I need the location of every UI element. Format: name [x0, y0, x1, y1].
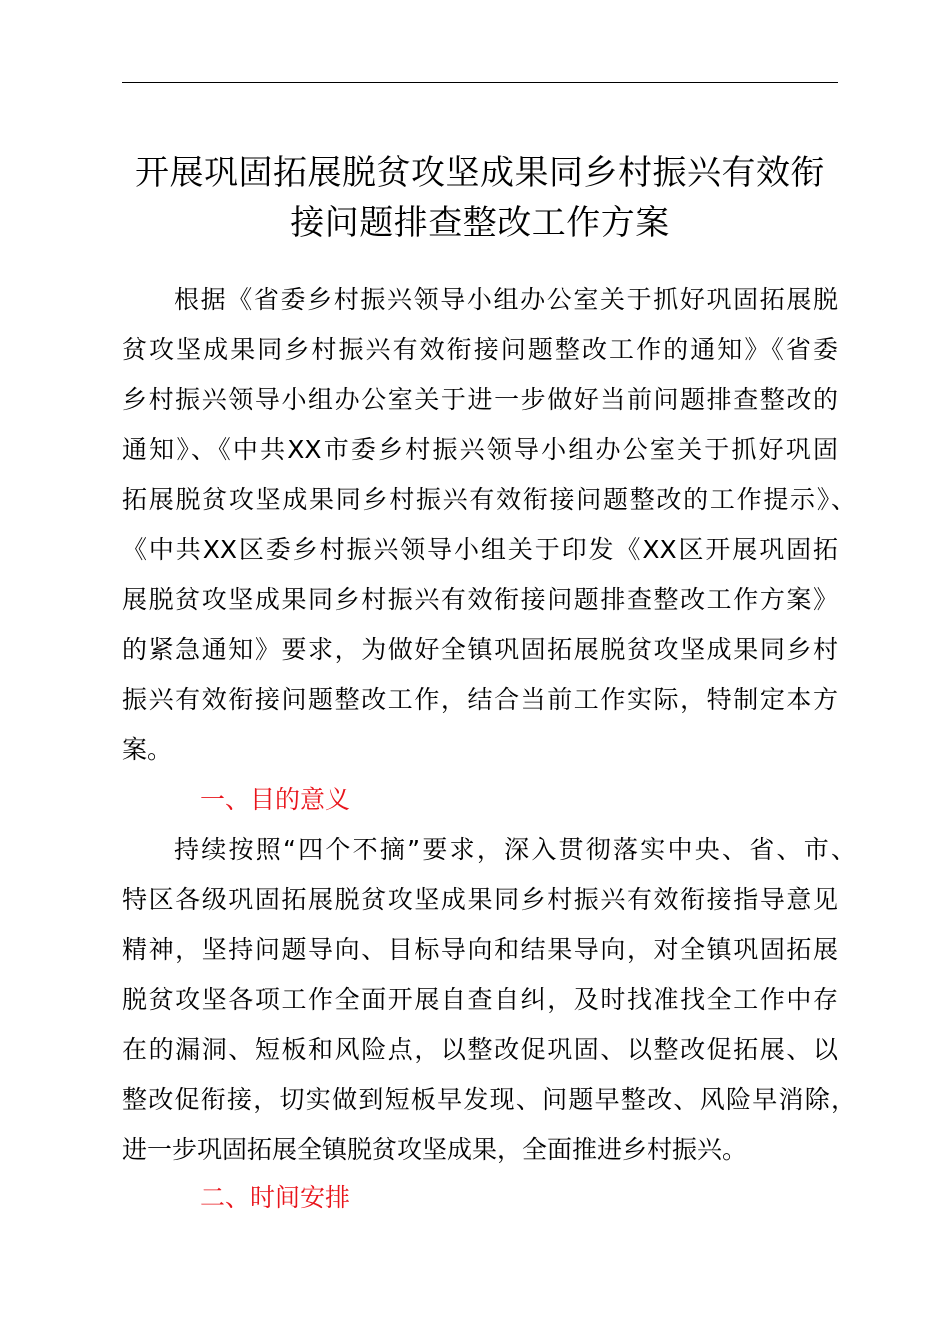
intro-line: 根据《省委乡村振兴领导小组办公室关于抓好巩固拓展脱 — [174, 285, 838, 314]
intro-line: 的紧急通知》要求，为做好全镇巩固拓展脱贫攻坚成果同乡村 — [122, 635, 838, 664]
purpose-line: 进一步巩固拓展全镇脱贫攻坚成果，全面推进乡村振兴。 — [122, 1135, 748, 1164]
intro-line: 乡村振兴领导小组办公室关于进一步做好当前问题排查整改的 — [122, 385, 838, 414]
intro-line: 展脱贫攻坚成果同乡村振兴有效衔接问题排查整改工作方案》 — [122, 585, 838, 614]
intro-line: 《中共XX区委乡村振兴领导小组关于印发《XX区开展巩固拓 — [122, 535, 838, 564]
purpose-line: 整改促衔接，切实做到短板早发现、问题早整改、风险早消除， — [122, 1085, 856, 1114]
purpose-line: 特区各级巩固拓展脱贫攻坚成果同乡村振兴有效衔接指导意见 — [122, 885, 838, 914]
title-line-2: 接问题排查整改工作方案 — [290, 203, 670, 243]
intro-line: 通知》、《中共XX市委乡村振兴领导小组办公室关于抓好巩固 — [122, 435, 838, 464]
document-title — [100, 148, 860, 248]
intro-line: 案。 — [122, 735, 173, 764]
intro-line: 贫攻坚成果同乡村振兴有效衔接问题整改工作的通知》《省委 — [122, 335, 838, 364]
section-heading-purpose: 一、目的意义 — [200, 785, 351, 814]
purpose-line: 精神，坚持问题导向、目标导向和结果导向，对全镇巩固拓展 — [122, 935, 838, 964]
title-line-1: 开展巩固拓展脱贫攻坚成果同乡村振兴有效衔 — [135, 153, 825, 193]
purpose-line: 脱贫攻坚各项工作全面开展自查自纠，及时找准找全工作中存 — [122, 985, 838, 1014]
section-heading-schedule: 二、时间安排 — [200, 1183, 351, 1212]
intro-line: 振兴有效衔接问题整改工作，结合当前工作实际，特制定本方 — [122, 685, 838, 714]
purpose-line: 持续按照“四个不摘”要求，深入贯彻落实中央、省、市、 — [174, 835, 856, 864]
header-rule — [122, 82, 838, 83]
purpose-line: 在的漏洞、短板和风险点，以整改促巩固、以整改促拓展、以 — [122, 1035, 838, 1064]
intro-line: 拓展脱贫攻坚成果同乡村振兴有效衔接问题整改的工作提示》、 — [122, 485, 856, 514]
